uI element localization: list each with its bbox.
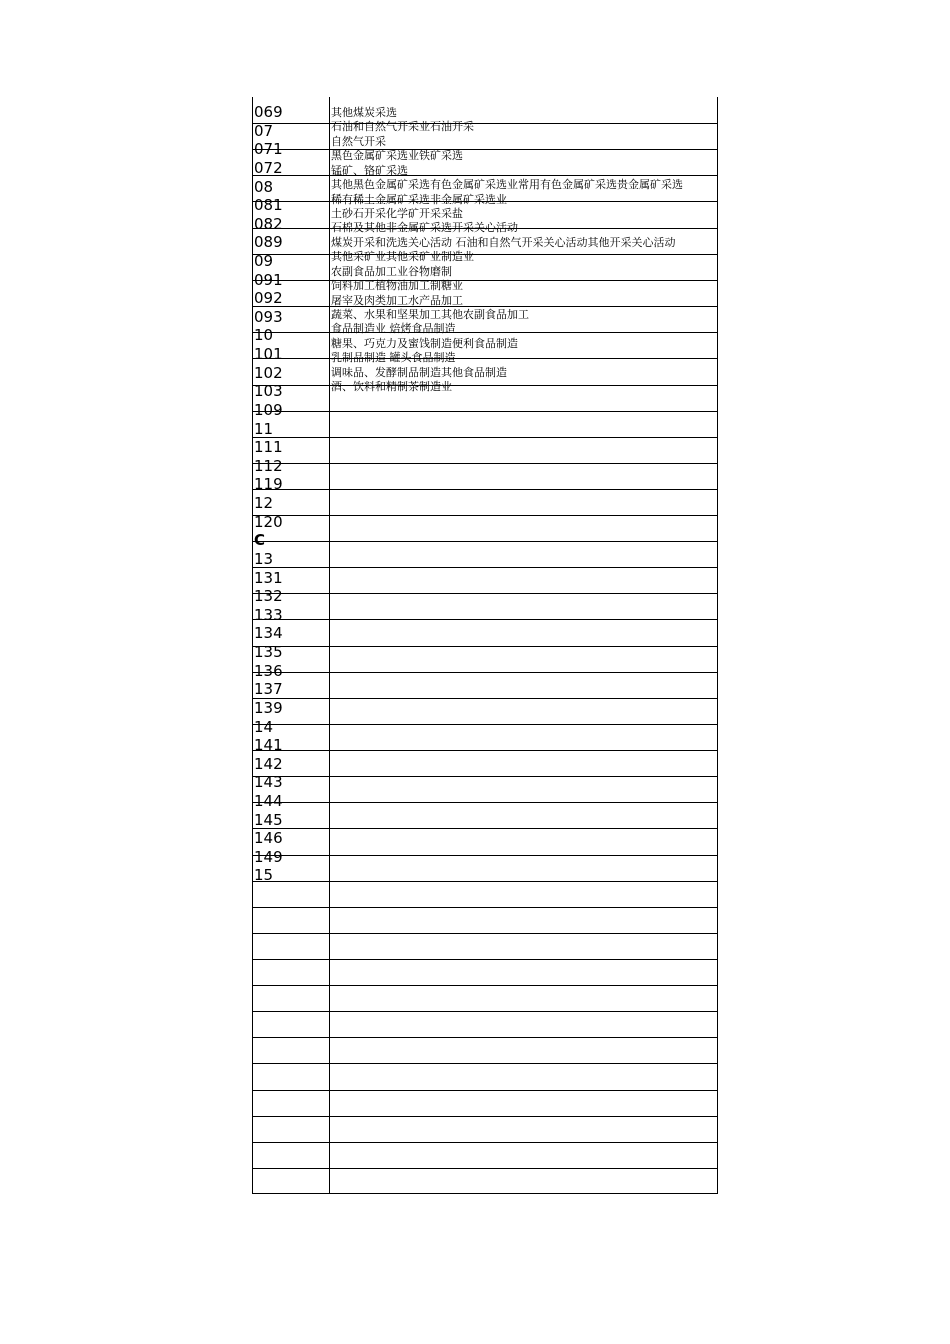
industry-description: 锰矿、铬矿采选 (331, 163, 408, 177)
row-line (252, 541, 718, 542)
industry-code: 12 (254, 494, 274, 512)
row-line (252, 1116, 718, 1117)
industry-description: 自然气开采 (331, 134, 386, 148)
row-line (252, 855, 718, 856)
industry-code: 149 (254, 847, 283, 866)
industry-code: 109 (254, 400, 283, 419)
industry-code: 131 (254, 568, 283, 587)
row-line (252, 698, 718, 699)
industry-description: 土砂石开采化学矿开采采盐 (331, 206, 463, 220)
industry-code: 143 (254, 773, 283, 792)
row-line (252, 437, 718, 438)
industry-code: C (254, 531, 266, 550)
row-line (252, 463, 718, 464)
industry-code: 072 (254, 158, 283, 177)
row-line (252, 907, 718, 908)
industry-description: 饲料加工植物油加工制糖业 (331, 279, 463, 292)
industry-code: 134 (254, 624, 283, 643)
industry-description: 石棉及其他非金属矿采选开采关心活动 (331, 221, 518, 235)
industry-code: 07 (254, 121, 274, 140)
row-line (252, 489, 718, 490)
industry-description: 食品制造业 焙烤食品制造 (331, 322, 456, 336)
industry-description: 糖果、巧克力及蜜饯制造便利食品制造 (331, 336, 518, 350)
row-line (252, 985, 718, 986)
industry-code: 13 (254, 549, 274, 568)
row-line (252, 646, 718, 647)
industry-description: 其他采矿业其他采矿业制造业 (331, 250, 474, 264)
industry-description: 酒、饮料和精制茶制造业 (331, 380, 452, 393)
industry-description: 乳制品制造 罐头食品制造 (331, 351, 456, 365)
row-line (252, 1168, 718, 1169)
industry-description: 屠宰及肉类加工水产品加工 (331, 293, 463, 307)
industry-code: 103 (254, 382, 283, 401)
industry-code: 08 (254, 177, 274, 196)
industry-code: 139 (254, 698, 283, 717)
row-line (252, 411, 718, 412)
industry-code: 093 (254, 307, 283, 326)
industry-code: 135 (254, 643, 283, 661)
row-line (252, 1090, 718, 1091)
industry-code: 089 (254, 233, 283, 252)
row-line (252, 385, 718, 386)
industry-code: 11 (254, 419, 274, 438)
row-line (252, 567, 718, 568)
industry-code: 14 (254, 717, 274, 736)
industry-code: 120 (254, 512, 283, 531)
row-line (252, 332, 718, 333)
row-line (252, 959, 718, 960)
industry-code: 081 (254, 196, 283, 215)
industry-description: 调味品、发酵制品制造其他食品制造 (331, 365, 507, 379)
industry-code: 111 (254, 438, 283, 457)
row-line (252, 123, 718, 124)
industry-code: 133 (254, 605, 283, 624)
industry-code: 141 (254, 736, 283, 755)
industry-code: 092 (254, 289, 283, 308)
row-line (252, 1063, 718, 1064)
row-line (252, 1037, 718, 1038)
row-line (252, 802, 718, 803)
row-line (252, 933, 718, 934)
row-line (252, 776, 718, 777)
row-line (252, 828, 718, 829)
industry-description: 石油和自然气开采业石油开采 (331, 120, 474, 134)
row-line (252, 619, 718, 620)
industry-code: 102 (254, 363, 283, 382)
industry-code: 112 (254, 456, 283, 475)
industry-code: 071 (254, 140, 283, 159)
industry-code: 146 (254, 829, 283, 848)
industry-code: 132 (254, 587, 283, 606)
industry-description: 煤炭开采和洗选关心活动 石油和自然气开采关心活动其他开采关心活动 (331, 235, 676, 249)
row-line (252, 306, 718, 307)
industry-code: 136 (254, 661, 283, 680)
industry-description: 黑色金属矿采选业铁矿采选 (331, 149, 463, 163)
row-line (252, 515, 718, 516)
row-line (252, 593, 718, 594)
industry-code: 069 (254, 103, 283, 121)
row-line (252, 280, 718, 281)
industry-code: 137 (254, 680, 283, 699)
industry-code: 15 (254, 866, 274, 885)
row-line (252, 1011, 718, 1012)
industry-code: 091 (254, 270, 283, 289)
row-line (252, 254, 718, 255)
industry-code: 101 (254, 345, 283, 364)
industry-description: 农副食品加工业谷物磨制 (331, 264, 452, 278)
row-line (252, 149, 718, 150)
industry-code: 145 (254, 810, 283, 829)
industry-code: 142 (254, 754, 283, 773)
industry-description: 其他煤炭采选 (331, 106, 397, 119)
row-line (252, 881, 718, 882)
industry-description: 蔬菜、水果和坚果加工其他农副食品加工 (331, 307, 529, 321)
row-line (252, 358, 718, 359)
industry-description: 稀有稀土金属矿采选非金属矿采选业 (331, 192, 507, 206)
row-line (252, 1142, 718, 1143)
row-line (252, 750, 718, 751)
row-line (252, 724, 718, 725)
row-line (252, 175, 718, 176)
industry-code: 119 (254, 475, 283, 494)
industry-code: 09 (254, 252, 274, 270)
industry-description: 其他黑色金属矿采选有色金属矿采选业常用有色金属矿采选贵金属矿采选 (331, 178, 683, 192)
industry-code: 144 (254, 791, 283, 810)
row-line (252, 672, 718, 673)
industry-code: 082 (254, 214, 283, 233)
industry-code: 10 (254, 326, 274, 345)
